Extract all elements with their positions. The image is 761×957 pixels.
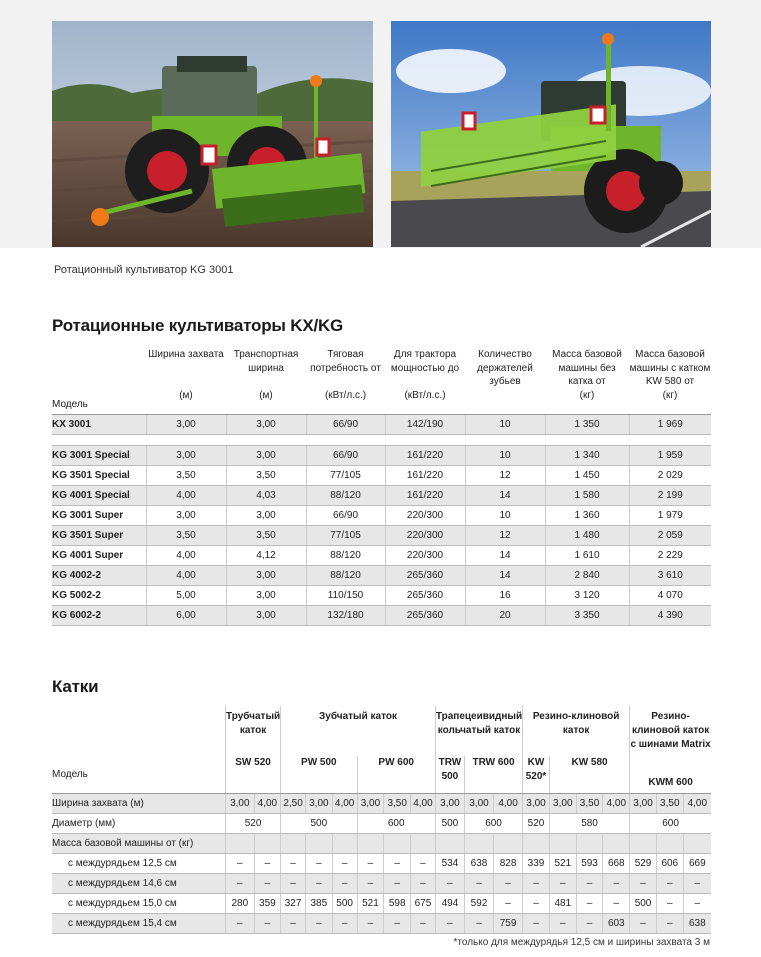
- table-cell: 265/360: [385, 606, 465, 626]
- mass-cell: –: [656, 894, 683, 914]
- diameter-cell: 600: [357, 814, 435, 834]
- table-cell: 1 979: [629, 506, 711, 526]
- mass-cell: –: [549, 874, 576, 894]
- width-cell: 3,00: [464, 794, 493, 814]
- header-unit: (кВт/л.с.): [404, 390, 446, 401]
- table-cell: 1 480: [545, 526, 629, 546]
- table-cell: 2 029: [629, 466, 711, 486]
- header-label: Транспортная ширина: [233, 349, 299, 374]
- table-cell: 2 059: [629, 526, 711, 546]
- mass-cell: 481: [549, 894, 576, 914]
- table-cell: 2 199: [629, 486, 711, 506]
- header-label: Для трактора мощностью до: [390, 349, 460, 374]
- mass-cell: –: [549, 914, 576, 934]
- mass-cell: –: [254, 854, 281, 874]
- header-unit: (м): [179, 390, 193, 401]
- mass-cell: 529: [630, 854, 657, 874]
- table-row: [52, 415, 711, 435]
- table-cell: 77/105: [306, 526, 385, 546]
- table-cell: 3,00: [226, 506, 306, 526]
- mass-cell: 494: [435, 894, 464, 914]
- mass-cell: –: [411, 874, 436, 894]
- mass-cell: 828: [494, 854, 523, 874]
- mass-cell: –: [411, 914, 436, 934]
- width-cell: 4,00: [411, 794, 436, 814]
- diameter-label: Диаметр (мм): [52, 814, 225, 834]
- header-label: Количество держателей зубьев: [477, 349, 533, 387]
- table-cell: 2 840: [545, 566, 629, 586]
- table-cell: 1 959: [629, 446, 711, 466]
- table-cell: 1 340: [545, 446, 629, 466]
- table-cell: 12: [465, 526, 545, 546]
- table-cell: 3,00: [226, 446, 306, 466]
- mass-row-label: с междурядьем 15,4 см: [52, 914, 225, 934]
- mass-cell: 385: [305, 894, 332, 914]
- empty-cell: [384, 834, 411, 854]
- header-unit: (кг): [579, 390, 595, 401]
- mass-cell: 534: [435, 854, 464, 874]
- table-cell: 12: [465, 466, 545, 486]
- table-cell: 161/220: [385, 446, 465, 466]
- table-cell: 4 070: [629, 586, 711, 606]
- table-cell: 88/120: [306, 566, 385, 586]
- header-label: Тяговая потребность от: [310, 349, 381, 374]
- cultivators-header-row: [52, 344, 711, 415]
- width-cell: 4,00: [683, 794, 711, 814]
- header-label: Масса базовой машины с катком KW 580 от: [629, 349, 711, 387]
- header-cell: [385, 344, 465, 415]
- empty-cell: [305, 834, 332, 854]
- table-cell: KG 5002-2: [52, 586, 146, 606]
- diameter-row: [52, 814, 711, 834]
- diameter-cell: 520: [523, 814, 550, 834]
- table-cell: 3 350: [545, 606, 629, 626]
- table-cell: 265/360: [385, 586, 465, 606]
- mass-cell: 521: [549, 854, 576, 874]
- width-cell: 4,00: [254, 794, 281, 814]
- mass-cell: 592: [464, 894, 493, 914]
- mass-cell: –: [411, 854, 436, 874]
- table-cell: 4 390: [629, 606, 711, 626]
- mass-cell: –: [464, 874, 493, 894]
- table-cell: 77/105: [306, 466, 385, 486]
- header-unit: (кг): [662, 390, 678, 401]
- roller-subtype: TRW 600: [464, 756, 522, 794]
- table-cell: 3 120: [545, 586, 629, 606]
- mass-cell: –: [357, 854, 384, 874]
- table-cell: 3,00: [226, 606, 306, 626]
- width-cell: 3,00: [305, 794, 332, 814]
- empty-cell: [225, 834, 254, 854]
- width-cell: 2,50: [281, 794, 306, 814]
- table-cell: 220/300: [385, 526, 465, 546]
- roller-subtype-row: [52, 756, 711, 794]
- mass-cell: 280: [225, 894, 254, 914]
- mass-cell: 593: [576, 854, 603, 874]
- table-cell: 10: [465, 415, 545, 435]
- mass-cell: –: [332, 854, 357, 874]
- mass-cell: –: [305, 874, 332, 894]
- header-cell: [465, 344, 545, 415]
- empty-cell: [494, 834, 523, 854]
- table-cell: 66/90: [306, 506, 385, 526]
- width-cell: 4,00: [332, 794, 357, 814]
- mass-cell: –: [254, 914, 281, 934]
- width-label: Ширина захвата (м): [52, 794, 225, 814]
- empty-cell: [603, 834, 630, 854]
- table-cell: 132/180: [306, 606, 385, 626]
- empty-cell: [332, 834, 357, 854]
- table-row: [52, 566, 711, 586]
- roller-subtype: KWM 600: [630, 756, 711, 794]
- table-cell: 4,00: [146, 486, 226, 506]
- table-cell: 88/120: [306, 546, 385, 566]
- table-cell: 4,03: [226, 486, 306, 506]
- width-cell: 4,00: [494, 794, 523, 814]
- width-cell: 3,00: [630, 794, 657, 814]
- width-cell: 3,50: [576, 794, 603, 814]
- mass-cell: –: [683, 894, 711, 914]
- mass-cell: –: [225, 854, 254, 874]
- mass-cell: –: [305, 914, 332, 934]
- table-cell: 10: [465, 446, 545, 466]
- cultivators-table: [52, 344, 711, 626]
- header-unit: (м): [259, 390, 273, 401]
- table-cell: 1 610: [545, 546, 629, 566]
- mass-row: [52, 874, 711, 894]
- empty-cell: [254, 834, 281, 854]
- table-cell: 1 360: [545, 506, 629, 526]
- width-cell: 3,50: [384, 794, 411, 814]
- table-cell: KG 3001 Super: [52, 506, 146, 526]
- table-cell: 20: [465, 606, 545, 626]
- mass-row-label: с междурядьем 12,5 см: [52, 854, 225, 874]
- mass-cell: –: [630, 874, 657, 894]
- photo-caption: Ротационный культиватор KG 3001: [54, 264, 234, 276]
- table-cell: 14: [465, 486, 545, 506]
- footnote: *только для междурядья 12,5 см и ширины захвата 3 м: [453, 937, 710, 948]
- cultivators-title: Ротационные культиваторы KX/KG: [52, 316, 344, 335]
- mass-cell: 521: [357, 894, 384, 914]
- table-row: [52, 506, 711, 526]
- photo-cultivator-field: [52, 21, 373, 247]
- header-cell: [146, 344, 226, 415]
- table-cell: KG 4001 Special: [52, 486, 146, 506]
- table-cell: 66/90: [306, 446, 385, 466]
- mass-cell: 500: [630, 894, 657, 914]
- mass-cell: –: [305, 854, 332, 874]
- empty-cell: [683, 834, 711, 854]
- mass-cell: 359: [254, 894, 281, 914]
- width-row: [52, 794, 711, 814]
- mass-cell: –: [225, 914, 254, 934]
- mass-cell: 675: [411, 894, 436, 914]
- width-cell: 3,00: [523, 794, 550, 814]
- header-label: Ширина захвата: [148, 349, 224, 360]
- width-cell: 4,00: [603, 794, 630, 814]
- mass-cell: –: [656, 874, 683, 894]
- roller-subtype: PW 500: [281, 756, 357, 794]
- mass-cell: –: [683, 874, 711, 894]
- mass-cell: 668: [603, 854, 630, 874]
- table-cell: 14: [465, 566, 545, 586]
- roller-subtype: KW 520*: [523, 756, 550, 794]
- table-row: [52, 446, 711, 466]
- table-cell: 5,00: [146, 586, 226, 606]
- roller-group-name: Трубчатый каток: [225, 706, 280, 756]
- roller-group-name: Трапецеивидный кольчатый каток: [435, 706, 522, 756]
- table-cell: 220/300: [385, 506, 465, 526]
- table-cell: KG 4002-2: [52, 566, 146, 586]
- diameter-cell: 500: [435, 814, 464, 834]
- empty-cell: [411, 834, 436, 854]
- roller-subtype: KW 580: [549, 756, 629, 794]
- mass-cell: –: [332, 874, 357, 894]
- rollers-table: [52, 706, 711, 934]
- mass-cell: –: [357, 874, 384, 894]
- table-cell: 3,00: [146, 415, 226, 435]
- table-cell: 1 580: [545, 486, 629, 506]
- mass-row: [52, 854, 711, 874]
- table-cell: 265/360: [385, 566, 465, 586]
- table-cell: 4,00: [146, 546, 226, 566]
- mass-cell: 339: [523, 854, 550, 874]
- roller-group-name: Резино-клиновой каток: [523, 706, 630, 756]
- empty-cell: [281, 834, 306, 854]
- mass-label: Масса базовой машины от (кг): [52, 834, 225, 854]
- header-label: Масса базовой машины без катка от: [552, 349, 622, 387]
- mass-cell: 759: [494, 914, 523, 934]
- empty-cell: [464, 834, 493, 854]
- table-cell: KX 3001: [52, 415, 146, 435]
- header-cell: [226, 344, 306, 415]
- roller-group-name: Зубчатый каток: [281, 706, 436, 756]
- diameter-cell: 500: [281, 814, 357, 834]
- table-cell: 3,00: [146, 446, 226, 466]
- mass-cell: –: [435, 914, 464, 934]
- table-cell: 1 350: [545, 415, 629, 435]
- mass-cell: –: [254, 874, 281, 894]
- roller-subtype: TRW 500: [435, 756, 464, 794]
- mass-row: [52, 914, 711, 934]
- width-cell: 3,00: [549, 794, 576, 814]
- diameter-cell: 600: [630, 814, 711, 834]
- mass-cell: –: [464, 914, 493, 934]
- mass-cell: –: [523, 874, 550, 894]
- header-model-label: Модель: [52, 398, 88, 410]
- table-cell: 16: [465, 586, 545, 606]
- empty-cell: [523, 834, 550, 854]
- mass-cell: –: [656, 914, 683, 934]
- table-cell: 14: [465, 546, 545, 566]
- mass-cell: 598: [384, 894, 411, 914]
- width-cell: 3,00: [225, 794, 254, 814]
- mass-row-label: с междурядьем 15,0 см: [52, 894, 225, 914]
- mass-cell: –: [357, 914, 384, 934]
- table-cell: 110/150: [306, 586, 385, 606]
- header-unit: (кВт/л.с.): [324, 390, 367, 401]
- table-cell: 3,50: [146, 526, 226, 546]
- table-cell: 66/90: [306, 415, 385, 435]
- mass-cell: –: [523, 914, 550, 934]
- mass-cell: 500: [332, 894, 357, 914]
- table-cell: 3,00: [226, 586, 306, 606]
- photo-cultivator-road: [391, 21, 711, 247]
- table-cell: KG 3501 Special: [52, 466, 146, 486]
- mass-cell: –: [630, 914, 657, 934]
- mass-cell: 606: [656, 854, 683, 874]
- table-cell: 161/220: [385, 466, 465, 486]
- mass-cell: –: [576, 914, 603, 934]
- table-cell: 3 610: [629, 566, 711, 586]
- roller-subtype: SW 520: [225, 756, 280, 794]
- table-cell: 142/190: [385, 415, 465, 435]
- table-row: [52, 486, 711, 506]
- mass-cell: –: [523, 894, 550, 914]
- table-cell: KG 4001 Super: [52, 546, 146, 566]
- mass-cell: –: [332, 914, 357, 934]
- mass-cell: –: [576, 874, 603, 894]
- model-label: Модель: [52, 756, 225, 794]
- table-cell: 220/300: [385, 546, 465, 566]
- mass-cell: 669: [683, 854, 711, 874]
- empty-cell: [576, 834, 603, 854]
- mass-row: [52, 894, 711, 914]
- empty-cell: [435, 834, 464, 854]
- mass-cell: –: [603, 894, 630, 914]
- mass-cell: –: [384, 854, 411, 874]
- mass-cell: 327: [281, 894, 306, 914]
- table-gap: [52, 435, 711, 446]
- table-cell: KG 6002-2: [52, 606, 146, 626]
- width-cell: 3,00: [435, 794, 464, 814]
- mass-cell: –: [603, 874, 630, 894]
- mass-cell: –: [281, 914, 306, 934]
- mass-label-row: [52, 834, 711, 854]
- table-cell: 4,12: [226, 546, 306, 566]
- table-cell: 4,00: [146, 566, 226, 586]
- diameter-cell: 600: [464, 814, 522, 834]
- rollers-title: Катки: [52, 677, 99, 696]
- empty-cell: [357, 834, 384, 854]
- table-cell: 3,50: [226, 466, 306, 486]
- mass-cell: –: [281, 874, 306, 894]
- mass-cell: –: [225, 874, 254, 894]
- mass-cell: 603: [603, 914, 630, 934]
- table-cell: KG 3001 Special: [52, 446, 146, 466]
- table-cell: 88/120: [306, 486, 385, 506]
- mass-cell: 638: [464, 854, 493, 874]
- table-cell: 3,50: [146, 466, 226, 486]
- roller-subtype: PW 600: [357, 756, 435, 794]
- table-cell: KG 3501 Super: [52, 526, 146, 546]
- mass-cell: –: [384, 914, 411, 934]
- table-row: [52, 466, 711, 486]
- header-cell: [629, 344, 711, 415]
- empty-cell: [549, 834, 576, 854]
- group-blank: [52, 706, 225, 756]
- table-cell: 2 229: [629, 546, 711, 566]
- width-cell: 3,00: [357, 794, 384, 814]
- table-row: [52, 586, 711, 606]
- table-row: [52, 526, 711, 546]
- table-row: [52, 546, 711, 566]
- header-cell: [52, 344, 146, 415]
- width-cell: 3,50: [656, 794, 683, 814]
- empty-cell: [630, 834, 657, 854]
- table-cell: 10: [465, 506, 545, 526]
- mass-cell: –: [435, 874, 464, 894]
- header-cell: [545, 344, 629, 415]
- mass-cell: –: [494, 874, 523, 894]
- roller-group-name: Резино-клиновой каток с шинами Matrix: [630, 706, 711, 756]
- table-cell: 1 969: [629, 415, 711, 435]
- mass-cell: –: [576, 894, 603, 914]
- table-cell: 3,50: [226, 526, 306, 546]
- table-cell: 3,00: [226, 415, 306, 435]
- table-cell: 3,00: [146, 506, 226, 526]
- table-cell: 161/220: [385, 486, 465, 506]
- empty-cell: [656, 834, 683, 854]
- diameter-cell: 520: [225, 814, 280, 834]
- table-cell: 3,00: [226, 566, 306, 586]
- table-cell: 6,00: [146, 606, 226, 626]
- mass-cell: –: [281, 854, 306, 874]
- table-cell: 1 450: [545, 466, 629, 486]
- roller-group-row: [52, 706, 711, 756]
- mass-cell: –: [494, 894, 523, 914]
- mass-cell: –: [384, 874, 411, 894]
- table-row: [52, 606, 711, 626]
- mass-row-label: с междурядьем 14,6 см: [52, 874, 225, 894]
- header-cell: [306, 344, 385, 415]
- diameter-cell: 580: [549, 814, 629, 834]
- mass-cell: 638: [683, 914, 711, 934]
